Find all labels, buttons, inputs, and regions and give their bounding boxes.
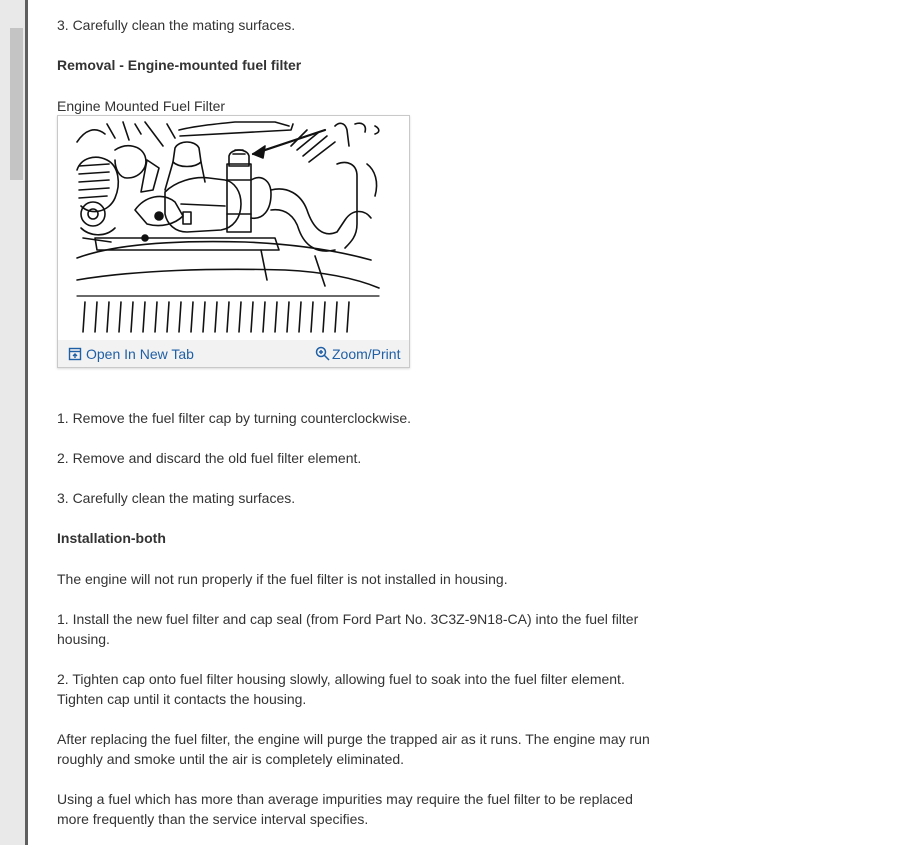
impurities-line-1: Using a fuel which has more than average impurities may require the fuel filter to be replaced	[57, 791, 633, 807]
open-in-new-tab-label: Open In New Tab	[86, 346, 194, 362]
heading-removal: Removal - Engine-mounted fuel filter	[57, 57, 302, 73]
open-in-new-tab-icon	[68, 347, 82, 365]
engine-illustration[interactable]	[75, 120, 383, 342]
zoom-print-label: Zoom/Print	[332, 346, 401, 362]
after-replacing-line-2: roughly and smoke until the air is completely eliminated.	[57, 751, 405, 767]
install-step-1-line-2: housing.	[57, 631, 110, 647]
install-step-2-line-2: Tighten cap until it contacts the housing.	[57, 691, 307, 707]
scrollbar-thumb[interactable]	[10, 28, 23, 180]
impurities-line-2: more frequently than the service interval specifies.	[57, 811, 369, 827]
figure-caption: Engine Mounted Fuel Filter	[57, 98, 226, 114]
zoom-icon	[315, 346, 330, 365]
install-step-1-line-1: 1. Install the new fuel filter and cap seal (from Ford Part No. 3C3Z-9N18-CA) into the fuel filter	[57, 611, 639, 627]
after-replacing-line-1: After replacing the fuel filter, the engine will purge the trapped air as it runs. The engine may run	[57, 731, 650, 747]
removal-step-1: 1. Remove the fuel filter cap by turning counterclockwise.	[57, 410, 412, 426]
removal-step-3: 3. Carefully clean the mating surfaces.	[57, 490, 296, 506]
figure-toolbar	[58, 340, 409, 367]
install-step-2-line-1: 2. Tighten cap onto fuel filter housing slowly, allowing fuel to soak into the fuel filter element.	[57, 671, 625, 687]
removal-step-2: 2. Remove and discard the old fuel filter element.	[57, 450, 362, 466]
left-border	[25, 0, 28, 845]
installation-note: The engine will not run properly if the fuel filter is not installed in housing.	[57, 571, 508, 587]
figure-engine-mounted-fuel-filter	[57, 115, 410, 368]
zoom-print-link[interactable]	[315, 345, 400, 365]
open-in-new-tab-link[interactable]	[68, 345, 194, 365]
removal-step-3-top: 3. Carefully clean the mating surfaces.	[57, 17, 296, 33]
heading-installation: Installation-both	[57, 530, 166, 546]
